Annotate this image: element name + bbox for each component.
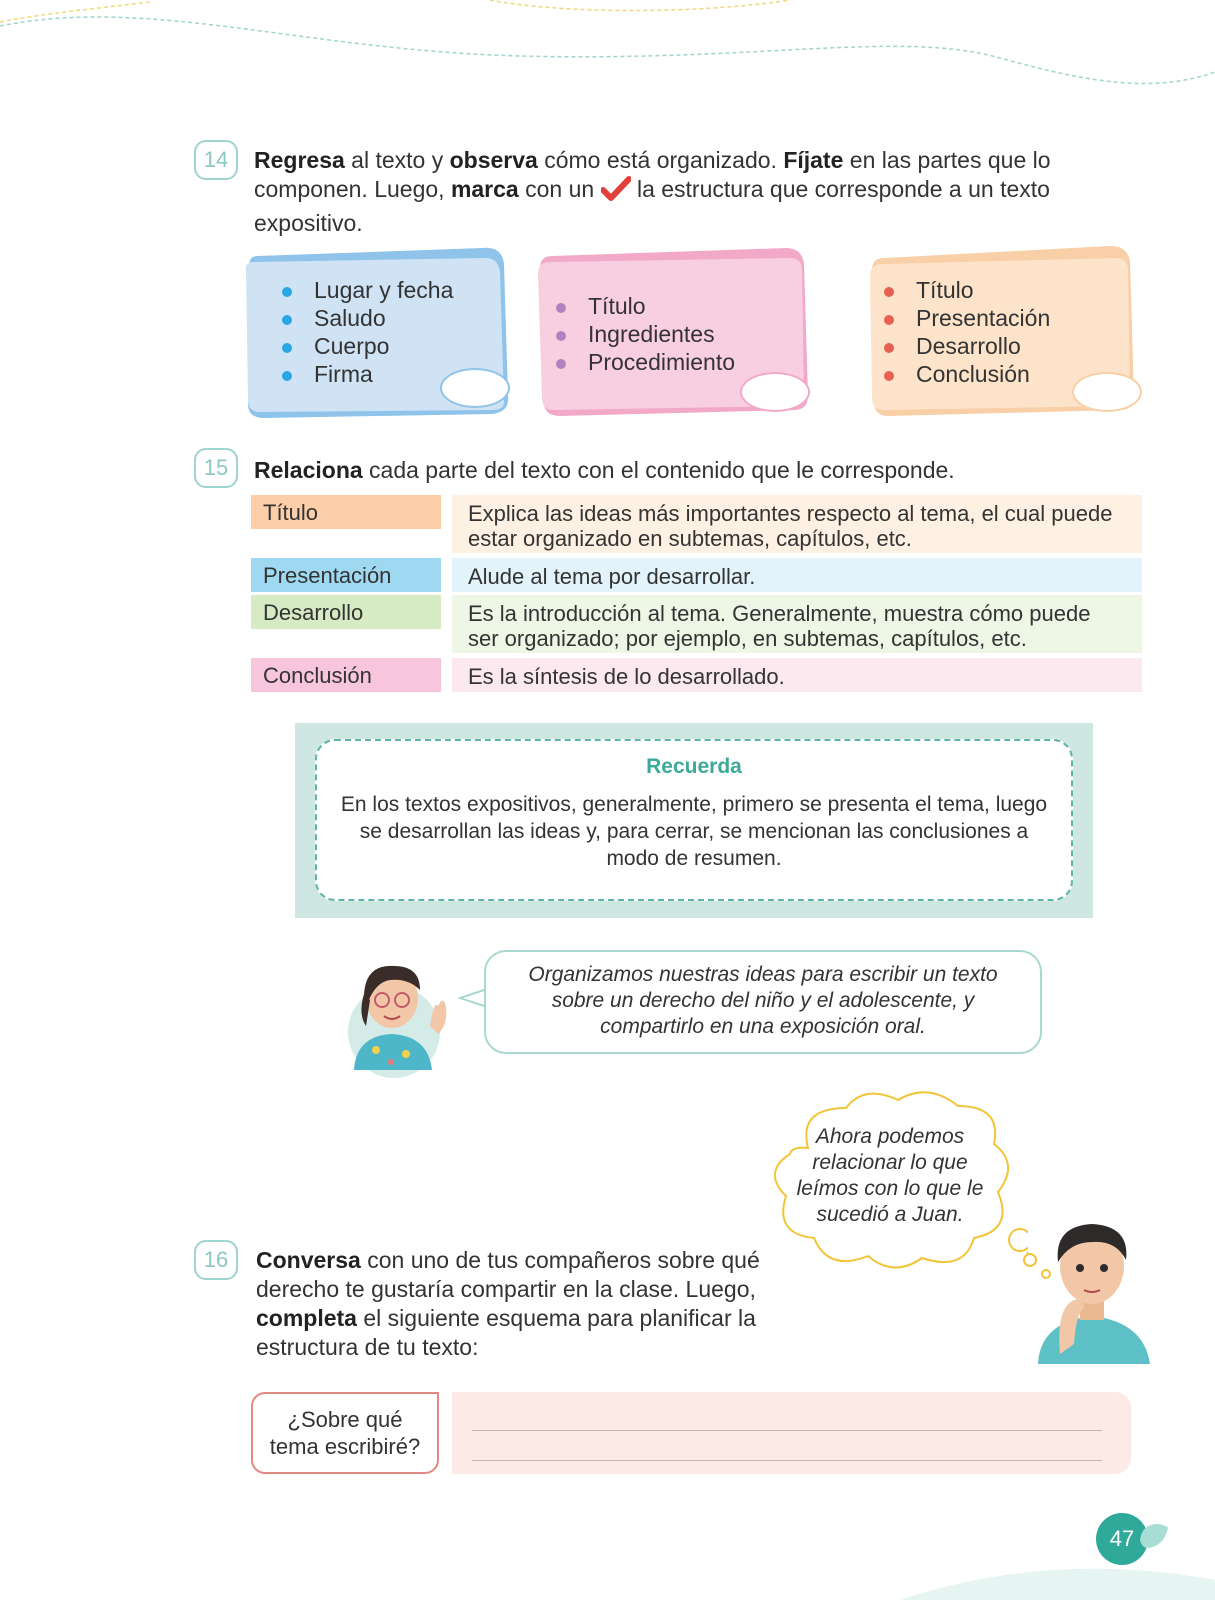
prompt-text: con uno de tus compañeros sobre qué derecho te gustaría compartir en la clase. Luego, — [256, 1247, 760, 1302]
reminder-inner — [315, 739, 1073, 901]
scheme-question-box: ¿Sobre qué tema escribiré? — [251, 1392, 439, 1474]
reminder-title: Recuerda — [646, 755, 742, 778]
card-item: Presentación — [878, 304, 1050, 332]
prompt-bold-verb: marca — [450, 176, 519, 202]
card-item: Ingredientes — [550, 320, 735, 348]
answer-line-2[interactable] — [472, 1460, 1102, 1461]
prompt-bold-verb: completa — [256, 1305, 357, 1331]
check-icon — [601, 176, 631, 209]
card-item: Título — [550, 292, 735, 320]
part-description-4[interactable]: Es la síntesis de lo desarrollado. — [452, 658, 1142, 692]
reminder-box — [295, 723, 1093, 918]
prompt-bold-verb: Conversa — [256, 1247, 361, 1273]
question-number-16: 16 — [194, 1240, 238, 1280]
card-item: Cuerpo — [276, 332, 453, 360]
prompt-bold-verb: Relaciona — [254, 457, 363, 483]
card-item: Saludo — [276, 304, 453, 332]
question-number-14: 14 — [194, 140, 238, 180]
answer-line-1[interactable] — [472, 1430, 1102, 1431]
part-description-2[interactable]: Alude al tema por desarrollar. — [452, 558, 1142, 592]
part-description-3[interactable]: Es la introducción al tema. Generalmente, muestra cómo puede ser organizado; por ejemplo, en subtemas, capítulos, etc. — [452, 595, 1142, 653]
girl-speech-bubble: Organizamos nuestras ideas para escribir un texto sobre un derecho del niño y el adolescente, y compartirlo en una exposición oral. — [484, 950, 1042, 1054]
boy-illustration — [1032, 1204, 1152, 1364]
decorative-top-waves — [0, 0, 1215, 110]
prompt-bold-verb: Fíjate — [783, 147, 844, 173]
question-16-prompt — [256, 1246, 816, 1362]
prompt-text: cada parte del texto con el contenido que le corresponde. — [362, 457, 955, 483]
structure-card-letter — [242, 246, 514, 418]
card-3-check-box[interactable] — [1072, 372, 1142, 412]
question-15-prompt — [254, 456, 1114, 485]
question-14-prompt — [254, 146, 1114, 238]
page-number-leaf-icon — [1138, 1522, 1170, 1552]
part-label-desarrollo[interactable]: Desarrollo — [251, 595, 441, 629]
structure-card-expository — [866, 246, 1142, 418]
prompt-text: en las partes que lo componen. Luego, — [254, 147, 1051, 202]
card-item: Firma — [276, 360, 453, 388]
card-item: Procedimiento — [550, 348, 735, 376]
card-item: Conclusión — [878, 360, 1050, 388]
prompt-text: la estructura que corresponde a un texto expositivo. — [254, 176, 1050, 236]
question-number-15: 15 — [194, 448, 238, 488]
card-2-list — [550, 292, 735, 376]
card-item: Desarrollo — [878, 332, 1050, 360]
prompt-text: al texto y — [344, 147, 450, 173]
prompt-bold-verb: observa — [449, 147, 538, 173]
prompt-text: cómo está organizado. — [537, 147, 784, 173]
card-item: Lugar y fecha — [276, 276, 453, 304]
structure-card-recipe — [536, 246, 812, 418]
card-2-check-box[interactable] — [740, 372, 810, 412]
footer-wave — [900, 1560, 1215, 1600]
part-label-presentacion[interactable]: Presentación — [251, 558, 441, 592]
page-number: 47 — [1096, 1513, 1148, 1565]
card-1-list — [276, 276, 453, 388]
part-label-titulo[interactable]: Título — [251, 495, 441, 529]
thought-cloud-text: Ahora podemos relacionar lo que leímos con lo que le sucedió a Juan. — [796, 1125, 984, 1226]
prompt-text: el siguiente esquema para planificar la estructura de tu texto: — [256, 1305, 756, 1360]
prompt-text: con un — [518, 176, 601, 202]
reminder-text: En los textos expositivos, generalmente, primero se presenta el tema, luego se desarrollan las ideas y, para cerrar, se mencionan las conclusiones a modo de resumen. — [340, 793, 1048, 870]
card-1-check-box[interactable] — [440, 368, 510, 408]
card-3-list — [878, 276, 1050, 388]
part-label-conclusion[interactable]: Conclusión — [251, 658, 441, 692]
scheme-answer-area — [452, 1392, 1131, 1474]
card-item: Título — [878, 276, 1050, 304]
part-description-1[interactable]: Explica las ideas más importantes respecto al tema, el cual puede estar organizado en subtemas, capítulos, etc. — [452, 495, 1142, 553]
girl-illustration — [346, 950, 456, 1080]
prompt-bold-verb: Regresa — [254, 147, 345, 173]
